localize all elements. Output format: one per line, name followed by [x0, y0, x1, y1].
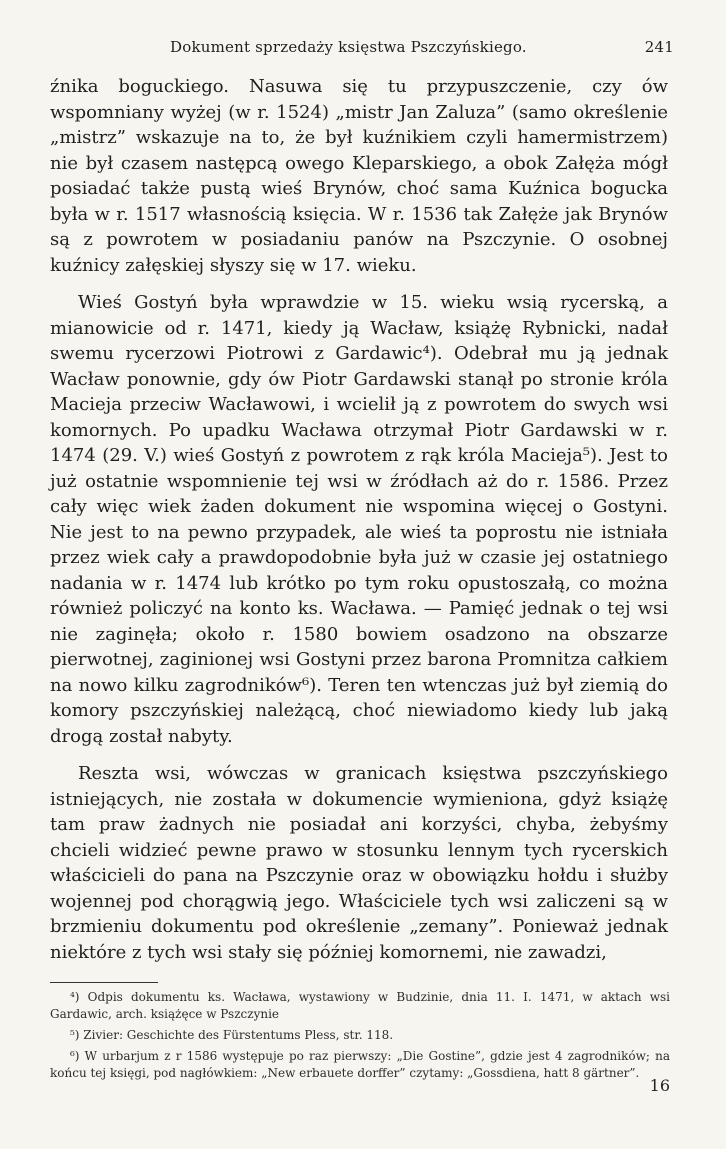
footnotes: [50, 989, 670, 1086]
page-number: 241: [644, 38, 674, 56]
footnote-5: ⁵) Zivier: Geschichte des Fürstentums Pless, str. 118.: [70, 1028, 394, 1042]
footnote-6: ⁶) W urbarjum z r 1586 występuje po raz pierwszy: „Die Gostine”, gdzie jest 4 zagrodników; na końcu tej księgi, pod nagłówkiem: „New erbauete dorffer” czytamy: „Gossdiena, hatt 8 gärtner”.: [50, 1049, 670, 1080]
paragraph-3: Reszta wsi, wówczas w granicach księstwa pszczyńskiego istniejących, nie została w dokumencie wymieniona, gdyż książę tam praw żadnych nie posiadał ani korzyści, chyba, żebyśmy chcieli widzieć pewne prawo w stosunku lennym tych rycerskich właścicieli do pana na Pszczynie oraz w obowiązku hołdu i służby wojennej pod chorągwią jego. Właściciele tych wsi zaliczeni są w brzmieniu dokumentu pod określenie „zemany”. Ponieważ jednak niektóre z tych wsi stały się później komornemi, nie zawadzi,: [50, 763, 668, 963]
running-title: Dokument sprzedaży księstwa Pszczyńskiego.: [170, 38, 527, 56]
paragraph-1: źnika boguckiego. Nasuwa się tu przypuszczenie, czy ów wspomniany wyżej (w r. 1524) „mistr Jan Zaluza” (samo określenie „mistrz” wskazuje na to, że był kuźnikiem czyli hamermistrzem) nie był czasem następcą owego Kleparskiego, a obok Załęża mógł posiadać także pustą wieś Brynów, choć sama Kuźnica bogucka była w r. 1517 własnością księcia. W r. 1536 tak Załęże jak Brynów są z powrotem w posiadaniu panów na Pszczynie. O osobnej kuźnicy załęskiej słyszy się w 17. wieku.: [50, 76, 668, 276]
running-head: [48, 38, 674, 58]
paragraph-2: Wieś Gostyń była wprawdzie w 15. wieku wsią rycerską, a mianowicie od r. 1471, kiedy ją Wacław, książę Rybnicki, nadał swemu rycerzowi Piotrowi z Gardawic⁴). Odebrał mu ją jednak Wacław ponownie, gdy ów Piotr Gardawski stanął po stronie króla Macieja przeciw Wacławowi, i wcielił ją z powrotem do swych wsi komornych. Po upadku Wacława otrzymał Piotr Gardawski w r. 1474 (29. V.) wieś Gostyń z powrotem z rąk króla Macieja⁵). Jest to już ostatnie wspomnienie tej wsi w źródłach aż do r. 1586. Przez cały więc wiek żaden dokument nie wspomina więcej o Gostyni. Nie jest to na pewno przypadek, ale wieś ta poprostu nie istniała przez wiek cały a prawdopodobnie była już w czasie jej ostatniego nadania w r. 1474 lub krótko po tym roku opustoszałą, co można również policzyć na konto ks. Wacława. — Pamięć jednak o tej wsi nie zaginęła; około r. 1580 bowiem osadzono na obszarze pierwotnej, zaginionej wsi Gostyni przez barona Promnitza całkiem na nowo kilku zagrodników⁶). Teren ten wtenczas już był ziemią do komory pszczyńskiej należącą, choć niewiadomo kiedy lub jaką drogą został nabyty.: [50, 292, 668, 747]
footnote-4: ⁴) Odpis dokumentu ks. Wacława, wystawiony w Budzinie, dnia 11. I. 1471, w aktach wsi Gardawic, arch. książęce w Pszczynie: [50, 990, 670, 1021]
footnote-divider: [50, 982, 158, 983]
main-text: [50, 74, 668, 977]
folio-number: 16: [649, 1076, 670, 1095]
